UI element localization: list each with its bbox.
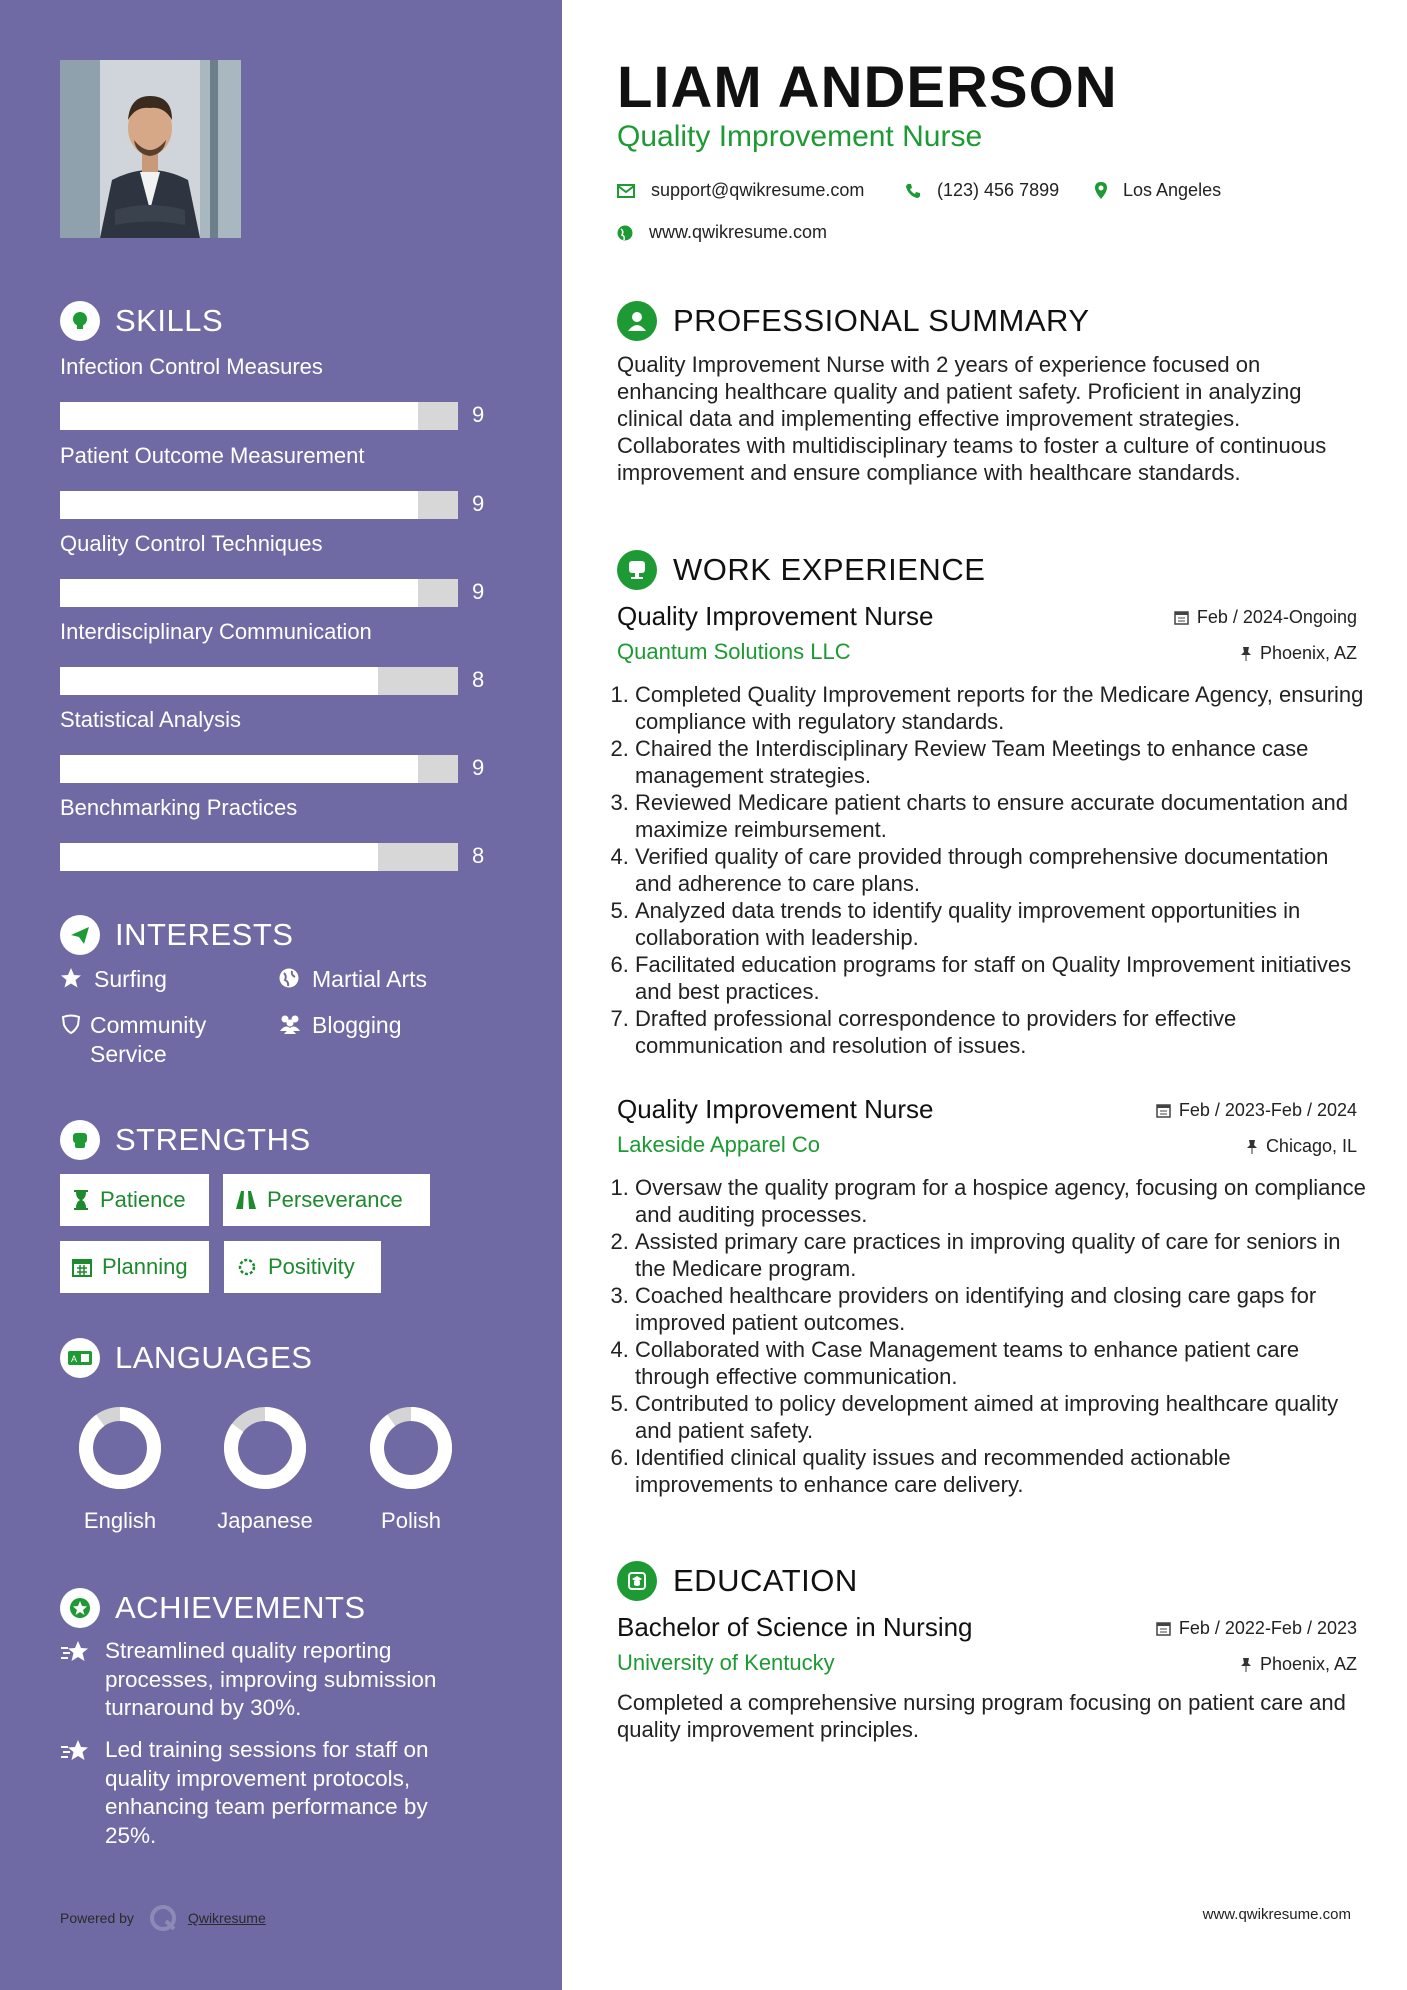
languages-title: LANGUAGES [115,1340,313,1375]
language-donut-fill [377,1414,445,1482]
job-location [1240,643,1357,664]
language-icon [60,1338,100,1378]
education-dates [1156,1618,1357,1639]
interest-item [60,1011,250,1069]
pushpin-icon [1240,646,1252,662]
strengths-section-header [60,1120,311,1160]
skill-bar [60,402,458,430]
job-company: Quantum Solutions LLC [617,639,851,664]
language-label: English [83,1508,157,1533]
skill-name: Statistical Analysis [60,707,241,732]
powered-by [60,1903,266,1933]
skill-level: 8 [472,667,485,692]
job-location-text: Chicago, IL [1265,1136,1357,1156]
job-dates-text: Feb / 2024-Ongoing [1196,607,1357,627]
language-donut-fill [86,1414,154,1482]
skill-bar-fill [60,843,378,871]
envelope-icon [617,184,635,198]
education-title: EDUCATION [673,1563,858,1598]
skill-level: 9 [472,579,485,604]
strength-chip [223,1174,430,1226]
user-icon [617,301,657,341]
users-icon [278,1011,304,1040]
job-dates [1174,607,1357,628]
calendar-icon [1174,610,1189,625]
candidate-title: Quality Improvement Nurse [617,120,983,153]
education-location [1240,1654,1357,1675]
job-dates-text: Feb / 2023-Feb / 2024 [1178,1100,1357,1120]
job-entry [617,601,1364,1071]
education-dates-text: Feb / 2022-Feb / 2023 [1178,1618,1357,1638]
star-icon [60,1736,90,1850]
candidate-name: LIAM ANDERSON [617,55,1118,120]
interest-label: Community Service [90,1012,207,1067]
phone-icon [905,183,921,199]
achievements-title: ACHIEVEMENTS [115,1590,366,1625]
interest-item [60,965,167,994]
language-donut [78,1406,162,1490]
qwikresume-logo-icon [148,1903,178,1933]
skill-bar [60,491,458,519]
job-bullet: 3. Coached healthcare providers on identifying and closing care gaps for improved patient outcomes. [635,1282,1370,1336]
job-bullet: 5. Analyzed data trends to identify quality improvement opportunities in collaboration with leadership. [635,897,1370,951]
job-location-text: Phoenix, AZ [1259,643,1357,663]
star-icon [60,965,86,994]
job-bullet: 6. Identified clinical quality issues and recommended actionable improvements to enhance care delivery. [635,1444,1370,1498]
language-donut [223,1406,307,1490]
briefcase-icon [617,550,657,590]
language-label: Japanese [217,1508,313,1533]
summary-section-header [617,301,1090,341]
summary-title: PROFESSIONAL SUMMARY [673,303,1090,338]
map-pin-icon [1095,182,1107,200]
strength-label: Perseverance [267,1187,403,1212]
strength-chip [60,1174,209,1226]
main-content [562,0,1407,1990]
road-icon [235,1190,257,1210]
achievement-text: Led training sessions for staff on quality improvement protocols, enhancing team performance by 25%. [105,1737,429,1848]
website-text: www.qwikresume.com [649,222,828,242]
job-bullet: 2. Assisted primary care practices in improving quality of care for seniors in the Medicare program. [635,1228,1370,1282]
skill-item [60,531,500,604]
skill-bar-fill [60,755,418,783]
skill-item [60,443,500,516]
calendar-icon [1156,1621,1171,1636]
contact-phone[interactable] [905,180,1059,201]
skill-level: 8 [472,843,485,868]
skill-bar-fill [60,579,418,607]
job-bullets [617,1174,1370,1498]
job-role: Quality Improvement Nurse [617,601,934,631]
location-text: Los Angeles [1123,180,1222,200]
job-dates [1156,1100,1357,1121]
phone-text: (123) 456 7899 [937,180,1060,200]
strengths-title: STRENGTHS [115,1122,311,1157]
job-company: Lakeside Apparel Co [617,1132,821,1157]
pushpin-icon [1246,1139,1258,1155]
qwikresume-link[interactable]: Qwikresume [187,1910,266,1926]
hourglass-icon [72,1189,90,1211]
skill-level: 9 [472,755,485,780]
globe-icon [278,965,304,994]
skill-item [60,354,500,427]
star-icon [60,1637,90,1723]
job-bullet: 4. Collaborated with Case Management teams to enhance patient care through effective communication. [635,1336,1370,1390]
education-section-header [617,1561,858,1601]
job-bullet: 6. Facilitated education programs for staff on Quality Improvement initiatives and best practices. [635,951,1370,1005]
achievement-item [60,1637,480,1723]
skill-item [60,707,500,780]
lightbulb-icon [60,301,100,341]
education-description: Completed a comprehensive nursing program focusing on patient care and quality improvement principles. [617,1690,1346,1742]
calendar-icon [72,1257,92,1277]
skill-bar-fill [60,667,378,695]
interests-title: INTERESTS [115,917,294,952]
skill-name: Benchmarking Practices [60,795,298,820]
interests-section-header [60,915,293,955]
powered-by-label: Powered by [60,1910,134,1926]
calendar-icon [1156,1103,1171,1118]
skill-bar [60,579,458,607]
job-bullet: 1. Completed Quality Improvement reports for the Medicare Agency, ensuring compliance with regulatory standards. [635,681,1370,735]
contact-website[interactable] [617,222,827,243]
school: University of Kentucky [617,1650,835,1675]
sidebar [0,0,562,1990]
languages-section-header [60,1338,312,1378]
language-donut [369,1406,453,1490]
interest-label: Blogging [312,1012,402,1038]
shield-icon [60,1011,82,1069]
skill-bar [60,843,458,871]
skill-item [60,619,500,692]
job-bullet: 3. Reviewed Medicare patient charts to ensure accurate documentation and maximize reimbursement. [635,789,1370,843]
degree: Bachelor of Science in Nursing [617,1612,973,1642]
language-label: Polish [381,1508,441,1533]
job-bullet: 2. Chaired the Interdisciplinary Review Team Meetings to enhance case management strategies. [635,735,1370,789]
strength-chip [60,1241,209,1293]
sun-icon [236,1256,258,1278]
award-icon [60,1588,100,1628]
education-entry [617,1612,1357,1752]
skill-bar-fill [60,491,418,519]
footer-url[interactable]: www.qwikresume.com [1202,1906,1351,1923]
job-bullet: 5. Contributed to policy development aimed at improving healthcare quality and patient safety. [635,1390,1370,1444]
strength-label: Positivity [268,1254,355,1279]
experience-section-header [617,550,985,590]
strength-label: Planning [102,1254,188,1279]
skill-bar-fill [60,402,418,430]
experience-title: WORK EXPERIENCE [673,552,986,587]
skills-title: SKILLS [115,303,224,338]
interest-item [278,1011,402,1040]
fist-icon [60,1120,100,1160]
strength-chip [224,1241,381,1293]
skill-bar [60,667,458,695]
skill-name: Infection Control Measures [60,354,323,379]
interest-item [278,965,427,994]
skill-level: 9 [472,491,485,516]
skill-item [60,795,500,868]
job-entry [617,1094,1366,1514]
job-bullets [617,681,1370,1059]
skill-name: Quality Control Techniques [60,531,323,556]
contact-location [1095,180,1221,201]
skill-name: Interdisciplinary Communication [60,619,372,644]
contact-email[interactable] [617,180,864,201]
interest-label: Martial Arts [312,966,428,992]
job-location [1246,1136,1357,1157]
job-bullet: 4. Verified quality of care provided through comprehensive documentation and adherence to care plans. [635,843,1370,897]
skills-section-header [60,301,223,341]
achievement-text: Streamlined quality reporting processes, improving submission turnaround by 30%. [105,1638,437,1720]
achievements-section-header [60,1588,366,1628]
education-location-text: Phoenix, AZ [1259,1654,1357,1674]
profile-photo [60,60,241,238]
job-bullet: 7. Drafted professional correspondence to providers for effective communication and resolution of issues. [635,1005,1370,1059]
globe-icon [617,225,633,241]
svg-text:A: A [71,1354,78,1364]
email-text: support@qwikresume.com [651,180,865,200]
summary-text: Quality Improvement Nurse with 2 years of experience focused on enhancing healthcare quality and patient safety. Proficient in analyzing clinical data and implementing effective improvement strategies. Collaborates with multidisciplinary teams to foster a culture of continuous improvement and ensure compliance with healthcare standards. [617,352,1327,485]
strength-label: Patience [100,1187,186,1212]
paper-plane-icon [60,915,100,955]
interest-label: Surfing [94,966,167,992]
job-role: Quality Improvement Nurse [617,1094,934,1124]
job-bullet: 1. Oversaw the quality program for a hospice agency, focusing on compliance and auditing processes. [635,1174,1370,1228]
pushpin-icon [1240,1657,1252,1673]
skill-level: 9 [472,402,485,427]
graduation-cap-icon [617,1561,657,1601]
skill-bar [60,755,458,783]
skill-name: Patient Outcome Measurement [60,443,365,468]
achievement-item [60,1736,480,1850]
